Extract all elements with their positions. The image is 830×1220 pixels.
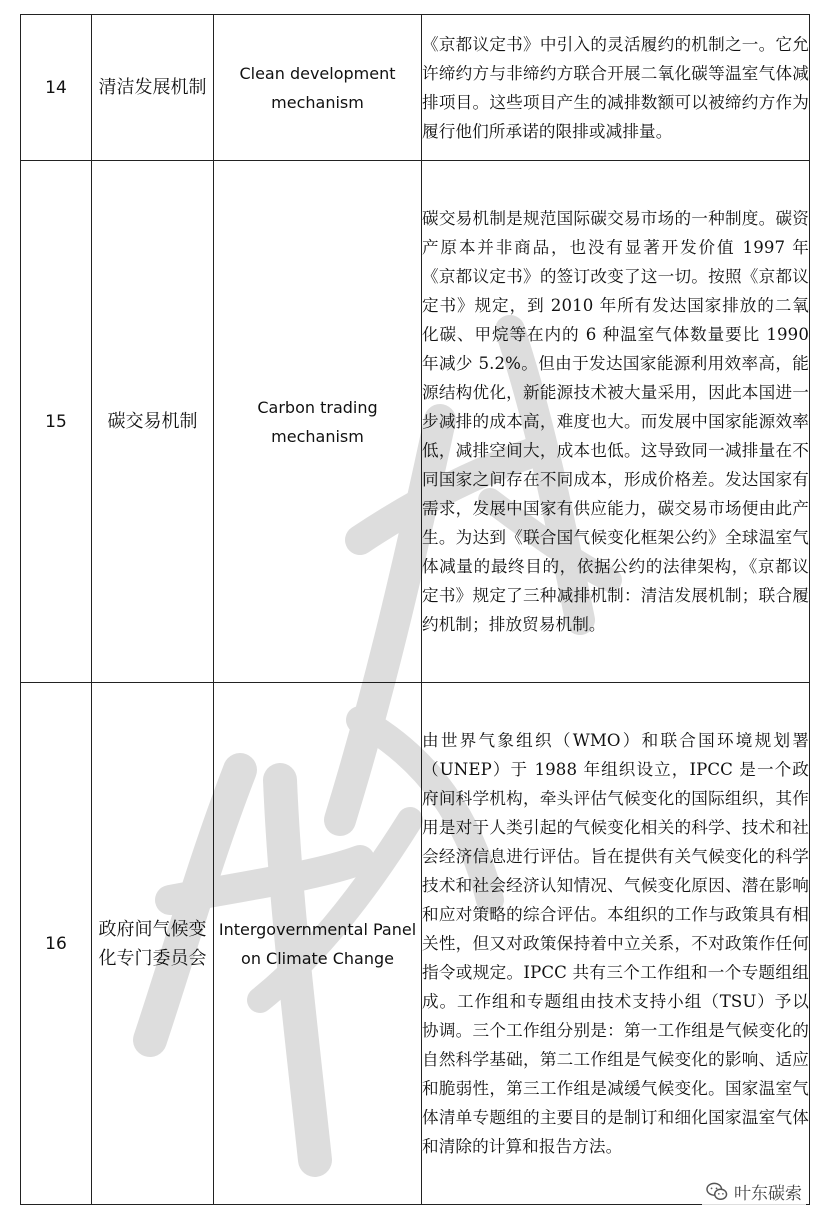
chinese-term: 政府间气候变化专门委员会: [92, 683, 214, 1205]
english-term: Carbon trading mechanism: [214, 161, 422, 683]
english-term: Clean development mechanism: [214, 15, 422, 161]
chinese-term: 清洁发展机制: [92, 15, 214, 161]
term-description: 碳交易机制是规范国际碳交易市场的一种制度。碳资产原本并非商品，也没有显著开发价值 1997 年《京都议定书》的签订改变了这一切。按照《京都议定书》规定，到 2010 年所有发达国家排放的二氧化碳、甲烷等在内的 6 种温室气体数量要比 1990 年减少 5.2%。但由于发达国家能源利用效率高，能源结构优化，新能源技术被大量采用，因此本国进一步减排的成本高，难度也大。而发展中国家能源效率低，减排空间大，成本也低。这导致同一减排量在不同国家之间存在不同成本，形成价格差。发达国家有需求，发展中国家有供应能力，碳交易市场便由此产生。为达到《联合国气候变化框架公约》全球温室气体减量的最终目的，依据公约的法律架构，《京都议定书》规定了三种减排机制：清洁发展机制；联合履约机制；排放贸易机制。: [422, 161, 810, 683]
table-row: [21, 15, 810, 161]
term-description: 《京都议定书》中引入的灵活履约的机制之一。它允许缔约方与非缔约方联合开展二氧化碳等温室气体减排项目。这些项目产生的减排数额可以被缔约方作为履行他们所承诺的限排或减排量。: [422, 15, 810, 161]
brand-signature: [702, 1177, 806, 1206]
chinese-term: 碳交易机制: [92, 161, 214, 683]
term-description: 由世界气象组织（WMO）和联合国环境规划署（UNEP）于 1988 年组织设立，IPCC 是一个政府间科学机构，牵头评估气候变化的国际组织，其作用是对于人类引起的气候变化相关的科学、技术和社会经济信息进行评估。旨在提供有关气候变化的科学技术和社会经济认知情况、气候变化原因、潜在影响和应对策略的综合评估。本组织的工作与政策具有相关性，但又对政策保持着中立关系，不对政策作任何指令或规定。IPCC 共有三个工作组和一个专题组组成。工作组和专题组由技术支持小组（TSU）予以协调。三个工作组分别是：第一工作组是气候变化的自然科学基础，第二工作组是气候变化的影响、适应和脆弱性，第三工作组是减缓气候变化。国家温室气体清单专题组的主要目的是制订和细化国家温室气体和清除的计算和报告方法。: [422, 683, 810, 1205]
english-term: Intergovernmental Panel on Climate Change: [214, 683, 422, 1205]
table-row: [21, 683, 810, 1205]
row-number: 15: [21, 161, 92, 683]
wechat-icon: [706, 1182, 728, 1202]
row-number: 16: [21, 683, 92, 1205]
table-row: [21, 161, 810, 683]
row-number: 14: [21, 15, 92, 161]
brand-label: 叶东碳索: [734, 1184, 802, 1204]
glossary-table: [20, 14, 810, 1205]
